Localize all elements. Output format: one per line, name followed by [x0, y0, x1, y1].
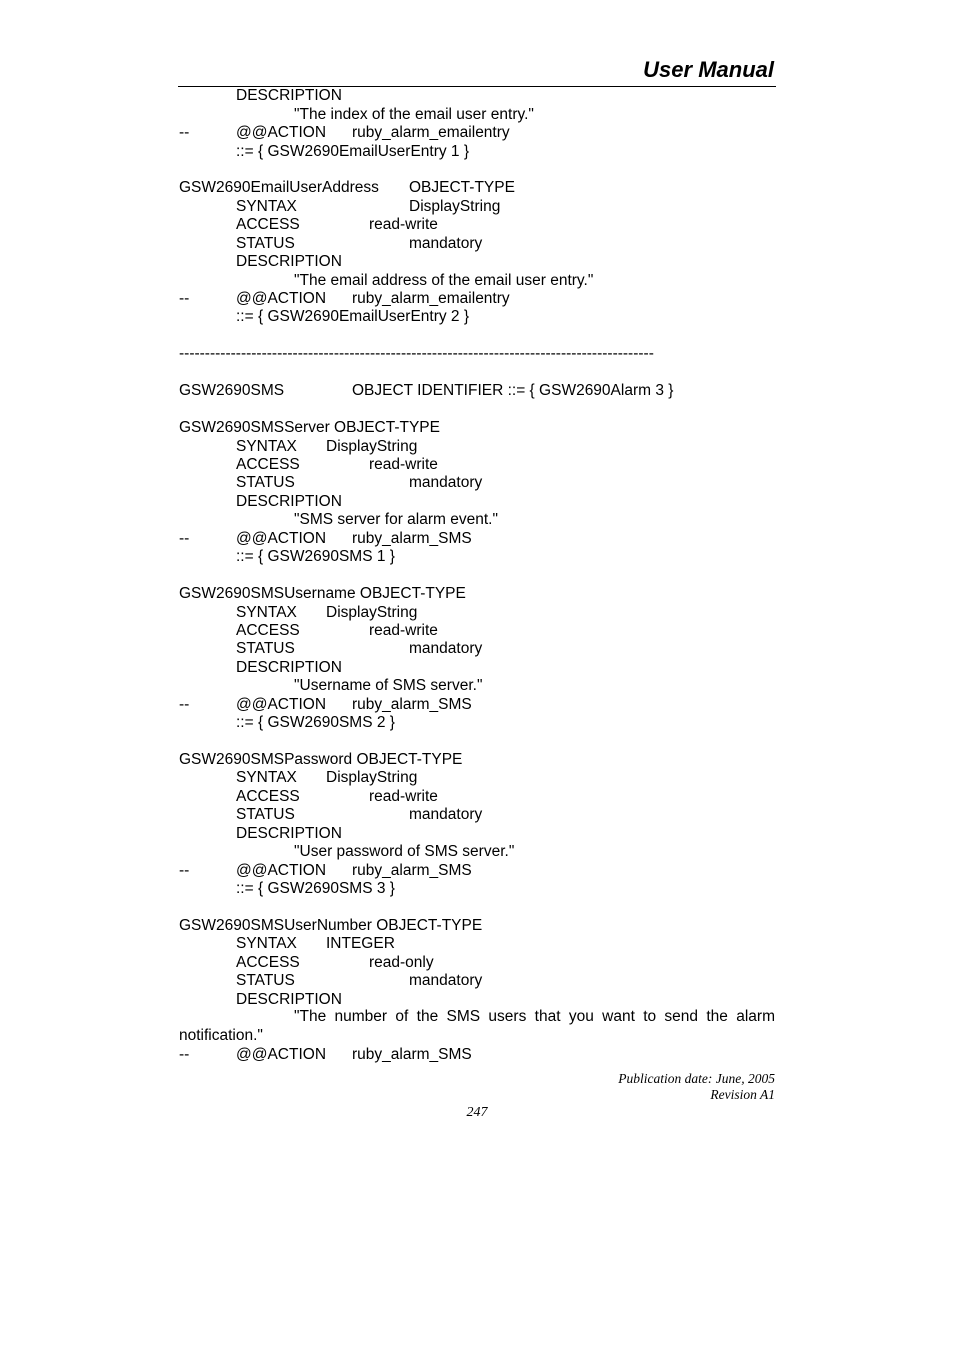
- syntax-value: INTEGER: [326, 935, 395, 952]
- revision: Revision A1: [710, 1087, 775, 1102]
- description-keyword: DESCRIPTION: [236, 493, 342, 510]
- access-value: read-write: [369, 622, 438, 639]
- comment-dash: --: [179, 1046, 190, 1063]
- page-header: [178, 56, 776, 87]
- description-keyword: DESCRIPTION: [236, 659, 342, 676]
- status-value: mandatory: [409, 235, 483, 252]
- access-keyword: ACCESS: [236, 456, 300, 473]
- access-keyword: ACCESS: [236, 622, 300, 639]
- syntax-keyword: SYNTAX: [236, 438, 297, 455]
- status-keyword: STATUS: [236, 640, 295, 657]
- access-keyword: ACCESS: [236, 788, 300, 805]
- status-keyword: STATUS: [236, 474, 295, 491]
- action-value: ruby_alarm_SMS: [352, 696, 472, 713]
- oid-assignment: ::= { GSW2690EmailUserEntry 2 }: [236, 308, 470, 325]
- header-title: User Manual: [643, 57, 774, 82]
- syntax-value: DisplayString: [326, 769, 418, 786]
- object-type: OBJECT-TYPE: [409, 179, 515, 196]
- comment-dash: --: [179, 290, 190, 307]
- publication-date: Publication date: June, 2005: [618, 1071, 775, 1086]
- description-text: "User password of SMS server.": [294, 843, 515, 860]
- description-keyword: DESCRIPTION: [236, 87, 342, 104]
- comment-dash: --: [179, 124, 190, 141]
- action-value: ruby_alarm_SMS: [352, 862, 472, 879]
- action-value: ruby_alarm_SMS: [352, 530, 472, 547]
- section-separator: --------------------------------------------------------------------------------------------: [179, 345, 654, 362]
- action-keyword: @@ACTION: [236, 124, 327, 141]
- comment-dash: --: [179, 530, 190, 547]
- description-text: "The index of the email user entry.": [294, 106, 534, 123]
- description-keyword: DESCRIPTION: [236, 253, 342, 270]
- object-name: GSW2690SMSServer OBJECT-TYPE: [179, 419, 440, 436]
- status-keyword: STATUS: [236, 972, 295, 989]
- syntax-value: DisplayString: [326, 438, 418, 455]
- access-keyword: ACCESS: [236, 216, 300, 233]
- description-keyword: DESCRIPTION: [236, 991, 342, 1008]
- action-keyword: @@ACTION: [236, 530, 327, 547]
- description-text: "Username of SMS server.": [294, 677, 483, 694]
- object-name: GSW2690EmailUserAddress: [179, 179, 379, 196]
- access-value: read-write: [369, 216, 438, 233]
- description-paragraph: [179, 1008, 775, 1045]
- comment-dash: --: [179, 696, 190, 713]
- action-keyword: @@ACTION: [236, 290, 327, 307]
- syntax-value: DisplayString: [409, 198, 501, 215]
- status-value: mandatory: [409, 972, 483, 989]
- syntax-keyword: SYNTAX: [236, 935, 297, 952]
- page-number: 247: [466, 1105, 488, 1120]
- object-name: GSW2690SMS: [179, 382, 285, 399]
- oid-assignment: ::= { GSW2690SMS 2 }: [236, 714, 395, 731]
- status-keyword: STATUS: [236, 235, 295, 252]
- oid-assignment: ::= { GSW2690SMS 3 }: [236, 880, 395, 897]
- description-text: "SMS server for alarm event.": [294, 511, 498, 528]
- syntax-keyword: SYNTAX: [236, 604, 297, 621]
- status-value: mandatory: [409, 474, 483, 491]
- description-text: "The email address of the email user entry.": [294, 272, 594, 289]
- access-value: read-only: [369, 954, 434, 971]
- action-keyword: @@ACTION: [236, 696, 327, 713]
- description-text: "The number of the SMS users that you want to send the alarm notification.": [179, 1008, 775, 1044]
- action-value: ruby_alarm_emailentry: [352, 124, 510, 141]
- access-value: read-write: [369, 456, 438, 473]
- object-name: GSW2690SMSUserNumber OBJECT-TYPE: [179, 917, 483, 934]
- oid-assignment: ::= { GSW2690SMS 1 }: [236, 548, 395, 565]
- status-value: mandatory: [409, 640, 483, 657]
- syntax-value: DisplayString: [326, 604, 418, 621]
- status-value: mandatory: [409, 806, 483, 823]
- access-value: read-write: [369, 788, 438, 805]
- action-value: ruby_alarm_emailentry: [352, 290, 510, 307]
- access-keyword: ACCESS: [236, 954, 300, 971]
- comment-dash: --: [179, 862, 190, 879]
- action-keyword: @@ACTION: [236, 862, 327, 879]
- object-name: GSW2690SMSPassword OBJECT-TYPE: [179, 751, 463, 768]
- object-identifier: OBJECT IDENTIFIER ::= { GSW2690Alarm 3 }: [352, 382, 674, 399]
- action-value: ruby_alarm_SMS: [352, 1046, 472, 1063]
- status-keyword: STATUS: [236, 806, 295, 823]
- description-keyword: DESCRIPTION: [236, 825, 342, 842]
- object-name: GSW2690SMSUsername OBJECT-TYPE: [179, 585, 466, 602]
- syntax-keyword: SYNTAX: [236, 769, 297, 786]
- action-keyword: @@ACTION: [236, 1046, 327, 1063]
- syntax-keyword: SYNTAX: [236, 198, 297, 215]
- oid-assignment: ::= { GSW2690EmailUserEntry 1 }: [236, 143, 470, 160]
